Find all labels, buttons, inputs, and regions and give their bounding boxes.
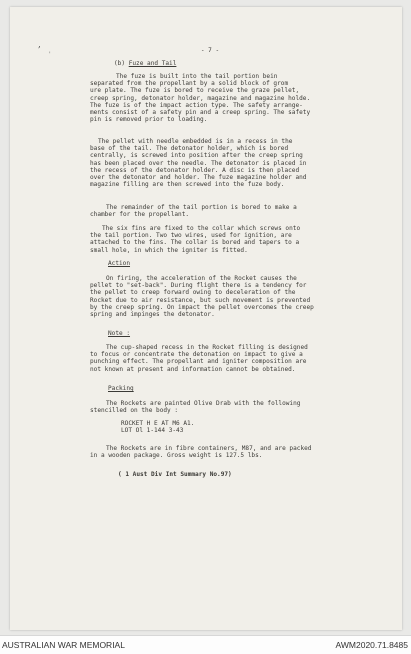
footer-institution: AUSTRALIAN WAR MEMORIAL: [2, 640, 125, 650]
page-number: - 7 -: [200, 47, 220, 54]
text-line: magazine filling are then screwed into the fuze body.: [90, 181, 285, 189]
text-line: in a wooden package. Gross weight is 127.5 lbs.: [90, 452, 263, 460]
text-line: separated from the propellant by a solid block of grom: [90, 80, 289, 88]
text-line: stencilled on the body :: [90, 407, 179, 415]
section-heading-note: Note :: [108, 330, 131, 337]
text-line: The Rockets are painted Olive Drab with the following: [106, 400, 301, 407]
text-line: pellet to "set-back". During flight there is a tendency for: [90, 282, 307, 290]
section-heading-packing: Packing: [108, 385, 134, 392]
stencil-marking: [26, 420, 394, 434]
source-reference: ( 1 Aust Div Int Summary No.97): [118, 471, 232, 478]
paragraph-packing: [26, 400, 394, 414]
paragraph-note: [26, 344, 394, 373]
section-label-b: (b): [114, 60, 129, 67]
text-line: The fuze is built into the tail portion bein: [116, 73, 278, 80]
text-line: small hole, in which the igniter is fitted.: [90, 246, 248, 254]
text-line: The six fins are fixed to the collar which screws onto: [102, 225, 301, 232]
text-line: has been placed over the needle. The detonator is placed in: [90, 159, 307, 167]
text-line: The pellet with needle embedded is in a recess in the: [98, 138, 293, 145]
stencil-line: LOT Ol 1-144 3-43: [121, 427, 184, 435]
text-line: not known at present and information cannot be obtained.: [90, 365, 296, 373]
text-line: the recess of the detonator holder. A disc is then placed: [90, 166, 300, 174]
document-page: [10, 7, 402, 630]
text-line: ure plate. The fuze is bored to receive the graze pellet,: [90, 87, 300, 95]
text-line: over the detonator and holder. The fuze magazine holder and: [90, 174, 307, 182]
section-heading-action: Action: [108, 260, 131, 267]
text-line: to focus or concentrate the detonation on impact to give a: [90, 351, 303, 359]
text-line: spring and impinges the detonator.: [90, 311, 215, 319]
archive-footer: [0, 635, 411, 654]
stencil-line: ROCKET H E AT M6 A1.: [121, 420, 195, 427]
text-line: On firing, the acceleration of the Rocket causes the: [106, 275, 297, 282]
text-line: pin is removed prior to loading.: [90, 116, 208, 124]
text-line: The Rockets are in fibre containers, M87, and are packed: [106, 445, 312, 452]
margin-mark: ,: [38, 40, 41, 50]
paragraph-action: [26, 275, 394, 318]
text-line: the pellet to creep forward owing to deceleration of the: [90, 289, 296, 297]
text-line: base of the tail. The detonator holder, which is bored: [90, 145, 289, 153]
footer-accession-number: AWM2020.71.8485: [335, 640, 408, 650]
text-line: creep spring, detonator holder, magazine and magazine holde.: [90, 94, 311, 102]
paragraph-pellet-detonator: [26, 138, 394, 188]
text-line: the tail portion. Two two wires, used for ignition, are: [90, 232, 292, 240]
text-line: punching effect. The propellant and igniter composition are: [90, 358, 307, 366]
section-heading-fuze-and-tail: [114, 60, 176, 67]
text-line: The fuze is of the impact action type. The safety arrange-: [90, 101, 303, 109]
text-line: by the creep spring. On impact the pellet overcomes the creep: [90, 303, 314, 311]
margin-mark-dot: ': [48, 51, 52, 58]
heading-fuze-and-tail-text: Fuze and Tail: [128, 60, 177, 67]
paragraph-propellant-chamber: [26, 204, 394, 218]
text-line: ments consist of a safety pin and a creep spring. The safety: [90, 109, 311, 117]
paragraph-containers: [26, 445, 394, 459]
text-line: centrally, is screwed into position after the creep spring: [90, 152, 303, 160]
text-line: attached to the fins. The collar is bored and tapers to a: [90, 239, 300, 247]
text-line: Rocket due to air resistance, but such movement is prevented: [90, 296, 311, 304]
text-line: chamber for the propellant.: [90, 211, 190, 219]
text-line: The cup-shaped recess in the Rocket filling is designed: [106, 344, 308, 351]
paragraph-fuze-construction: [26, 73, 394, 123]
paragraph-fins: [26, 225, 394, 254]
text-line: The remainder of the tail portion is bored to make a: [106, 204, 297, 211]
